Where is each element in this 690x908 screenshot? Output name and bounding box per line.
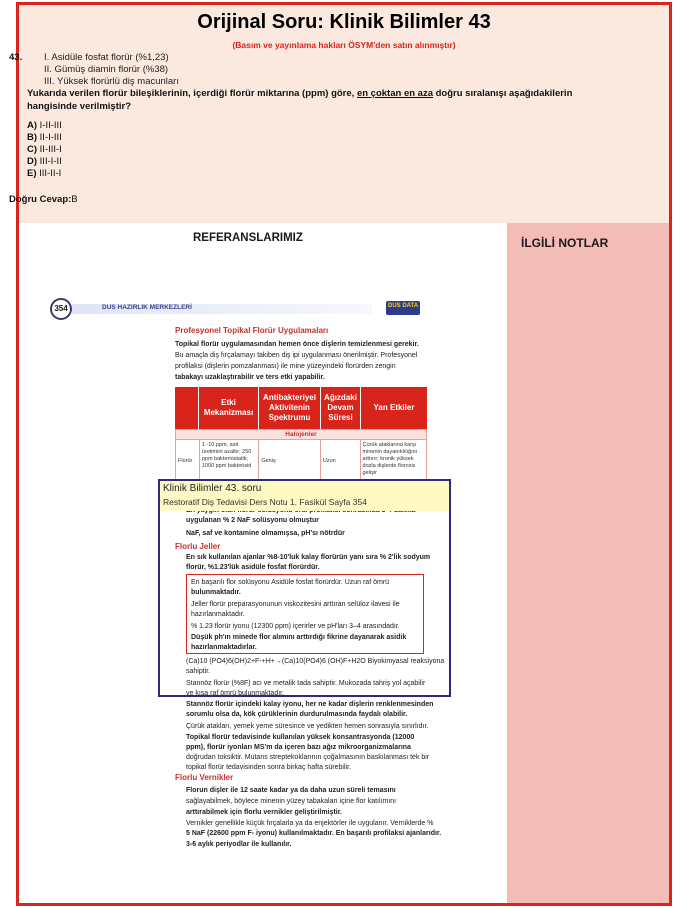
option-b[interactable] bbox=[27, 132, 62, 143]
highlight-line-4: hazırlanmaktadır. bbox=[191, 611, 245, 618]
after-line-4: Topikal florür tedavisinde kullanılan yüksek konsantrasyonda (12000 bbox=[186, 734, 415, 741]
question-item-3: III. Yüksek florürlü diş macunları bbox=[44, 76, 179, 87]
highlight-line-2: bulunmaktadır. bbox=[191, 589, 241, 596]
option-text: III-I-II bbox=[39, 156, 62, 167]
option-text: II-III-I bbox=[39, 144, 62, 155]
question-number: 43. bbox=[9, 52, 23, 63]
table-cell: Florür bbox=[176, 440, 200, 483]
question-panel bbox=[19, 5, 669, 223]
varnish-line-6: 3-6 aylık periyodlar ile kullanılır. bbox=[186, 841, 292, 848]
varnish-line-3: arttırabilmek için florlu vernikler geliştirilmiştir. bbox=[186, 809, 342, 816]
table-row bbox=[175, 440, 427, 484]
gel-title: Florlu Jeller bbox=[175, 542, 221, 551]
intro-line-4: tabakayı uzaklaştırabilir ve ters etki yapabilir. bbox=[175, 374, 325, 381]
stannous-line-2: ve kısa raf ömrü bulunmaktadır. bbox=[186, 690, 285, 697]
option-a[interactable] bbox=[27, 120, 62, 131]
gel-line-1: En sık kullanılan ajanlar %8-10'luk kalay florürün yanı sıra % 2'lik sodyum bbox=[186, 554, 431, 561]
table-group-row: Halojenler bbox=[175, 429, 427, 440]
varnish-line-4: Vernikler genellikle küçük fırçalarla ya da enjektörler ile uygulanır. Verniklerde % bbox=[186, 820, 434, 827]
copyright-note: (Basım ve yayınlama hakları ÖSYM'den satın alınmıştır) bbox=[232, 40, 456, 50]
option-letter: B) bbox=[27, 132, 38, 143]
option-text: I-II-III bbox=[39, 120, 62, 131]
page-header-text: DUS HAZIRLIK MERKEZLERİ bbox=[102, 304, 192, 311]
option-text: II-I-III bbox=[39, 132, 62, 143]
table-header-row bbox=[175, 387, 427, 429]
stannous-line-1: Stannöz florür (%8F) acı ve metalik tada sahiptir. Mukozada tahriş yol açabilir bbox=[186, 680, 426, 687]
table-cell: Çürük ataklarına karşı minenin dayanıklılığını arttırır; kronik yüksek dozla dişlerde florozis gelişir bbox=[362, 442, 418, 476]
intro-line-2: Bu amaçla diş fırçalamayı takiben diş ipi uygulanması önerilmiştir. Profesyonel bbox=[175, 352, 418, 359]
option-e[interactable] bbox=[27, 168, 61, 179]
page-number-badge: 354 bbox=[50, 298, 72, 320]
highlight-line-5: % 1.23 florür iyonu (12300 ppm) içerirler ve pH'ları 3–4 arasındadır. bbox=[191, 623, 400, 630]
after-line-5: ppm), florür iyonları MS'm da içeren bazı ağız mikroorganizmalarına bbox=[186, 744, 411, 751]
popup-header bbox=[160, 481, 449, 511]
intro-line-1: Topikal florür uygulamasından hemen önce dişlerin temizlenmesi gerekir. bbox=[175, 341, 419, 348]
option-letter: C) bbox=[27, 144, 38, 155]
page-header-band bbox=[72, 304, 372, 314]
option-text: III-II-I bbox=[39, 168, 62, 179]
after-line-3: Çürük atakları, yemek yeme süresince ve yedikten hemen sonrasıyla sınırlıdır. bbox=[186, 723, 429, 730]
correct-answer bbox=[9, 194, 78, 205]
page-title: Orijinal Soru: Klinik Bilimler 43 bbox=[197, 11, 491, 33]
option-d[interactable] bbox=[27, 156, 62, 167]
table-cell: Uzun bbox=[321, 440, 361, 483]
solution-line-2: uygulanan % 2 NaF solüsyonu olmuştur bbox=[186, 517, 320, 524]
section-title: Profesyonel Topikal Florür Uygulamaları bbox=[175, 326, 329, 335]
reaction-line-2: sahiptir. bbox=[186, 668, 211, 675]
highlight-line-3: Jeller florür preparasyonunun viskozitesini arttıran selüloz ilavesi ile bbox=[191, 601, 400, 608]
highlight-line-1: En başarılı flor solüsyonu Asidüle fosfat florürdür. Uzun raf ömrü bbox=[191, 579, 390, 586]
table-cell: 1 -10 ppm, asit üretimini azaltır; 250 ppm bakteriostatik; 1000 ppm bakterisid bbox=[200, 440, 260, 483]
intro-line-3: profilaksi (dişlerin pomzalanması) ile mine yüzeyindeki florürden zengin bbox=[175, 363, 396, 370]
dus-data-logo bbox=[382, 298, 422, 320]
popup-subtitle: Restoratif Diş Tedavisi Ders Notu 1. Fasikül Sayfa 354 bbox=[163, 497, 367, 507]
varnish-line-1: Florun dişler ile 12 saate kadar ya da daha uzun süreli temasını bbox=[186, 787, 396, 794]
popup-title: Klinik Bilimler 43. soru bbox=[163, 483, 262, 494]
question-text-underlined: en çoktan en aza bbox=[356, 88, 433, 99]
option-letter: E) bbox=[27, 168, 37, 179]
antibacterial-table bbox=[175, 387, 427, 484]
option-letter: D) bbox=[27, 156, 38, 167]
answer-value: B bbox=[71, 194, 78, 205]
question-text bbox=[27, 87, 587, 113]
table-header-cell: Antibakteriyel Aktivitenin Spektrumu bbox=[259, 387, 321, 429]
highlight-line-7: hazırlanmaktadırlar. bbox=[191, 644, 257, 651]
varnish-line-2: sağlayabilmek, böylece minenin yüzey tabakaları içine flor katılımını bbox=[186, 798, 397, 805]
question-text-part-1: Yukarıda verilen florür bileşiklerinin, içerdiği florür miktarına (ppm) göre, bbox=[27, 88, 357, 99]
logo-text: DUS DATA bbox=[388, 303, 419, 309]
notes-panel bbox=[507, 223, 669, 903]
reaction-line-1: (Ca)10 (PO4)6(OH)2+F-+H+→(Ca)10(PO4)6 (OH)F+H2O Biyokimyasal reaksiyona bbox=[186, 658, 445, 665]
table-cell: Geniş bbox=[259, 440, 321, 483]
question-text-part-2: doğru sıralanışı aşağıdakilerin hangisinde verilmiştir? bbox=[27, 88, 573, 112]
question-item-2: II. Gümüş diamin florür (%38) bbox=[44, 64, 169, 75]
logo-box bbox=[386, 301, 420, 315]
notes-title: İLGİLİ NOTLAR bbox=[521, 236, 609, 250]
references-title: REFERANSLARIMIZ bbox=[193, 232, 303, 244]
after-line-7: topikal florür tedavisinden sonra birkaç hafta sürebilir. bbox=[186, 764, 351, 771]
highlight-line-6: Düşük ph'ın minede flor alımını arttırdığı fikrine dayanarak asidik bbox=[191, 634, 407, 641]
answer-label: Doğru Cevap: bbox=[9, 194, 72, 205]
reference-popup[interactable] bbox=[158, 479, 451, 697]
gel-line-2: florür, %1.23'lük asidüle fosfat florürdür. bbox=[186, 564, 320, 571]
varnish-title: Florlu Vernikler bbox=[175, 773, 234, 782]
option-letter: A) bbox=[27, 120, 38, 131]
table-header-cell: Yan Etkiler bbox=[361, 387, 427, 429]
question-item-1: I. Asidüle fosfat florür (%1,23) bbox=[44, 52, 169, 63]
after-line-6: doğrudan toksiktir. Mutans streptekoklarının çoğalmasının baskılanması tek bir bbox=[186, 754, 430, 761]
table-header-cell bbox=[175, 387, 199, 429]
option-c[interactable] bbox=[27, 144, 62, 155]
table-header-cell: Ağızdaki Devam Süresi bbox=[321, 387, 361, 429]
after-line-1: Stannöz florür içindeki kalay iyonu, her ne kadar dişlerin renklenmesinden bbox=[186, 701, 434, 708]
varnish-line-5: 5 NaF (22600 ppm F- iyonu) kullanılmaktadır. En başarılı profilaksi ajanlarıdır. bbox=[186, 830, 442, 837]
solution-line-3: NaF, saf ve kontamine olmamışsa, pH'sı nötrdür bbox=[186, 530, 345, 537]
table-header-cell: Etki Mekanizması bbox=[199, 387, 259, 429]
after-line-2: sorumlu olsa da, kök çürüklerinin durdurulmasında faydalı olabilir. bbox=[186, 711, 408, 718]
